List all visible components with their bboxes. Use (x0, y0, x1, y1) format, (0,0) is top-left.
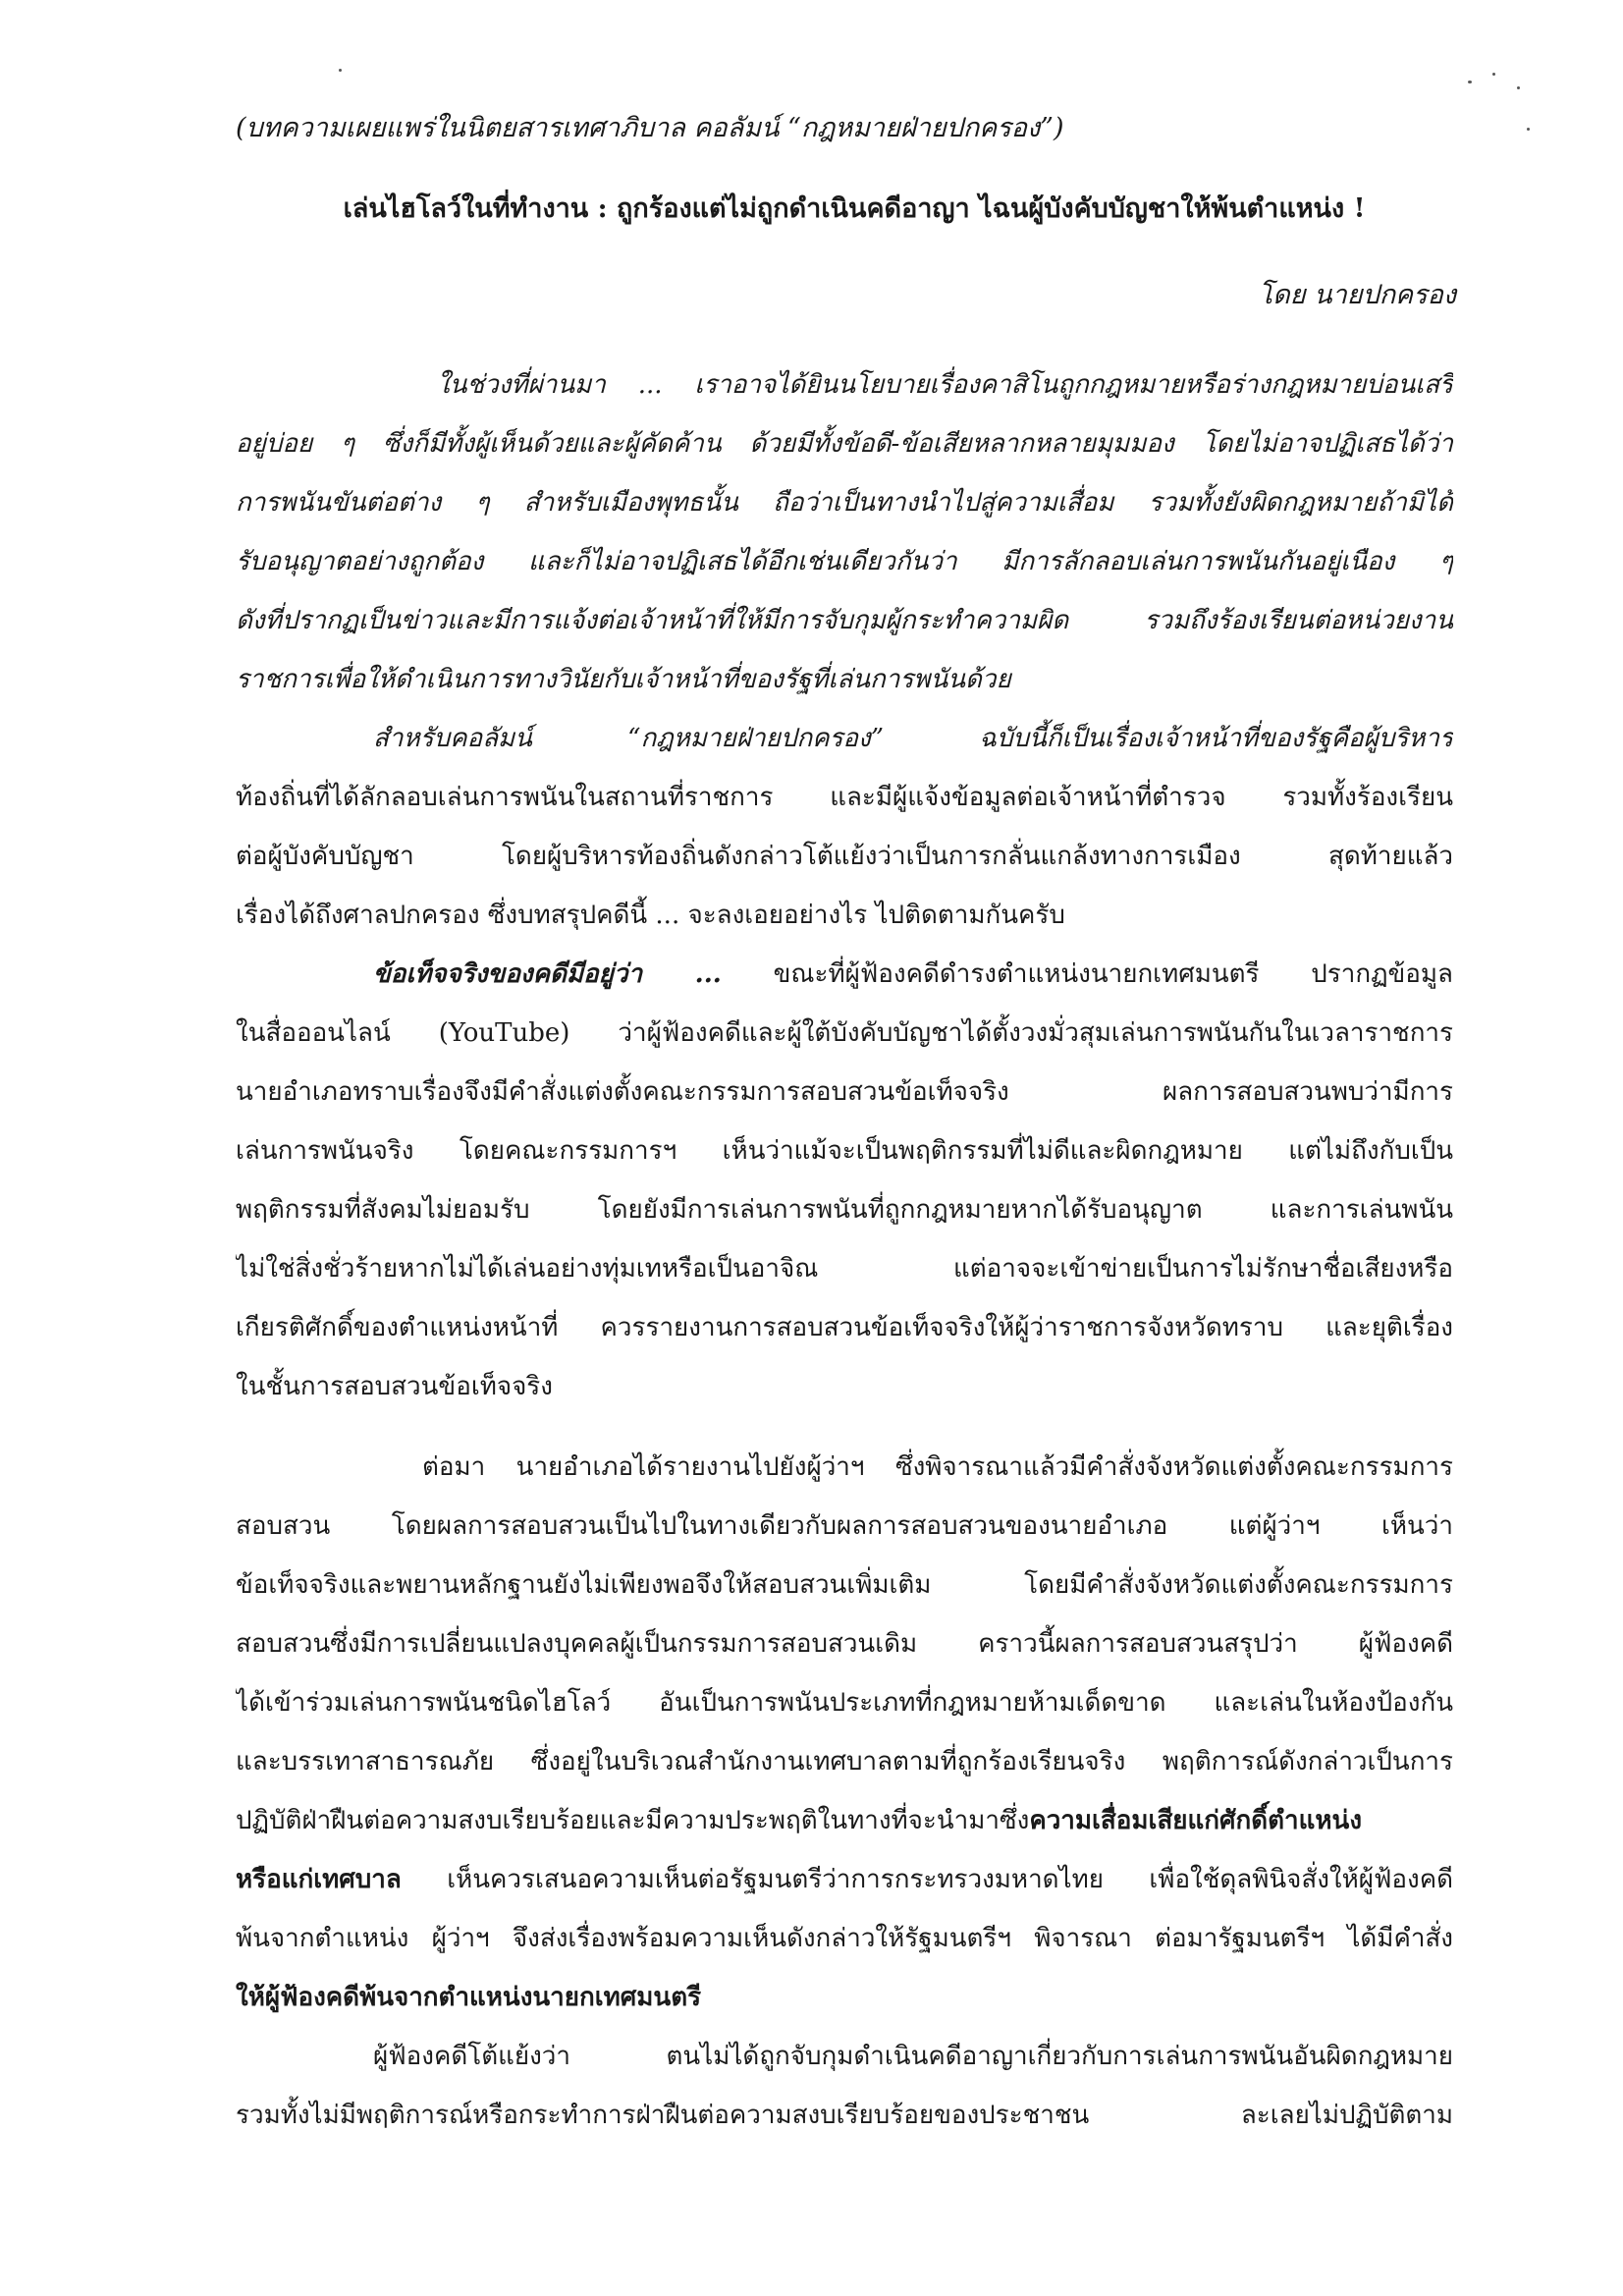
paragraph-plaintiff-argument (236, 2027, 1453, 2145)
emphasis-text: ความเสื่อมเสียแก่ศักดิ์ตำแหน่ง (1029, 1806, 1363, 1835)
author-byline: โดย นายปกครอง (1258, 280, 1456, 310)
text-line: รับอนุญาตอย่างถูกต้อง และก็ไม่อาจปฏิเสธได้อีกเช่นเดียวกันว่า มีการลักลอบเล่นการพนันกันอยู่เนือง ๆ (236, 547, 1453, 576)
text-line (236, 1791, 1453, 1850)
paragraph-gap (236, 1416, 1453, 1438)
text-line: พฤติกรรมที่สังคมไม่ยอมรับ โดยยังมีการเล่นการพนันที่ถูกกฎหมายหากได้รับอนุญาต และการเล่นพนัน (236, 1195, 1453, 1225)
scan-speck (339, 69, 342, 72)
text-line: ในสื่อออนไลน์ (YouTube) ว่าผู้ฟ้องคดีและผู้ใต้บังคับบัญชาได้ตั้งวงมั่วสุมเล่นการพนันกันในเวลาราชการ (236, 1018, 1453, 1048)
scan-speck (1527, 128, 1530, 131)
text-line: ราชการเพื่อให้ดำเนินการทางวินัยกับเจ้าหน้าที่ของรัฐที่เล่นการพนันด้วย (236, 665, 1011, 694)
text-line: การพนันขันต่อต่าง ๆ สำหรับเมืองพุทธนั้น ถือว่าเป็นทางนำไปสู่ความเสื่อม รวมทั้งยังผิดกฎหมายถ้ามิได้ (236, 488, 1453, 518)
text-span: ปฏิบัติฝ่าฝืนต่อความสงบเรียบร้อยและมีความประพฤติในทางที่จะนำมาซึ่ง (236, 1806, 1030, 1835)
text-line: สำหรับคอลัมน์ “กฎหมายฝ่ายปกครอง” ฉบับนี้ก็เป็นเรื่องเจ้าหน้าที่ของรัฐคือผู้บริหาร (373, 724, 1453, 753)
text-line: รวมทั้งไม่มีพฤติการณ์หรือกระทำการฝ่าฝืนต่อความสงบเรียบร้อยของประชาชน ละเลยไม่ปฏิบัติตาม (236, 2101, 1453, 2130)
text-line: ไม่ใช่สิ่งชั่วร้ายหากไม่ได้เล่นอย่างทุ่มเทหรือเป็นอาจิณ แต่อาจจะเข้าข่ายเป็นการไม่รักษาชื่อเสียงหรือ (236, 1254, 1453, 1284)
text-span: ขณะที่ผู้ฟ้องคดีดำรงตำแหน่งนายกเทศมนตรี ปรากฏข้อมูล (721, 959, 1453, 989)
emphasis-text: หรือแก่เทศบาล (236, 1865, 402, 1894)
text-line: ให้ผู้ฟ้องคดีพ้นจากตำแหน่งนายกเทศมนตรี (236, 1983, 702, 2012)
scan-speck (1492, 73, 1495, 76)
text-line: ดังที่ปรากฏเป็นข่าวและมีการแจ้งต่อเจ้าหน้าที่ให้มีการจับกุมผู้กระทำความผิด รวมถึงร้องเรียนต่อหน่วยงาน (236, 606, 1453, 635)
paragraph-investigation (236, 1438, 1453, 2027)
text-line: ข้อเท็จจริงและพยานหลักฐานยังไม่เพียงพอจึงให้สอบสวนเพิ่มเติม โดยมีคำสั่งจังหวัดแต่งตั้งคณะกรรมการ (236, 1570, 1453, 1600)
article-body (236, 355, 1453, 2145)
text-line: ในชั้นการสอบสวนข้อเท็จจริง (236, 1372, 553, 1401)
paragraph-intro (236, 355, 1453, 709)
text-line: ท้องถิ่นที่ได้ลักลอบเล่นการพนันในสถานที่ราชการ และมีผู้แจ้งข้อมูลต่อเจ้าหน้าที่ตำรวจ รวมทั้งร้องเรียน (236, 783, 1453, 812)
text-line: และบรรเทาสาธารณภัย ซึ่งอยู่ในบริเวณสำนักงานเทศบาลตามที่ถูกร้องเรียนจริง พฤติการณ์ดังกล่าวเป็นการ (236, 1747, 1453, 1777)
facts-heading: ข้อเท็จจริงของคดีมีอยู่ว่า ... (373, 959, 722, 989)
text-line: เรื่องได้ถึงศาลปกครอง ซึ่งบทสรุปคดีนี้ ... จะลงเอยอย่างไร ไปติดตามกันครับ (236, 901, 1065, 930)
scan-speck (1468, 81, 1472, 83)
text-line: ในช่วงที่ผ่านมา ... เราอาจได้ยินนโยบายเรื่องคาสิโนถูกกฎหมายหรือร่างกฎหมายบ่อนเสรี (437, 370, 1453, 400)
text-line: เล่นการพนันจริง โดยคณะกรรมการฯ เห็นว่าแม้จะเป็นพฤติกรรมที่ไม่ดีและผิดกฎหมาย แต่ไม่ถึงกับเป็น (236, 1136, 1453, 1166)
text-line: พ้นจากตำแหน่ง ผู้ว่าฯ จึงส่งเรื่องพร้อมความเห็นดังกล่าวให้รัฐมนตรีฯ พิจารณา ต่อมารัฐมนตรีฯ ได้มีคำสั่ง (236, 1924, 1453, 1953)
text-line: นายอำเภอทราบเรื่องจึงมีคำสั่งแต่งตั้งคณะกรรมการสอบสวนข้อเท็จจริง ผลการสอบสวนพบว่ามีการ (236, 1077, 1453, 1107)
text-line: ต่อผู้บังคับบัญชา โดยผู้บริหารท้องถิ่นดังกล่าวโต้แย้งว่าเป็นการกลั่นแกล้งทางการเมือง สุดท้ายแล้ว (236, 842, 1453, 871)
text-line: ได้เข้าร่วมเล่นการพนันชนิดไฮโลว์ อันเป็นการพนันประเภทที่กฎหมายห้ามเด็ดขาด และเล่นในห้องป้องกัน (236, 1688, 1453, 1718)
publication-note: (บทความเผยแพร่ในนิตยสารเทศาภิบาล คอลัมน์ “กฎหมายฝ่ายปกครอง”) (236, 113, 1064, 143)
text-line: ผู้ฟ้องคดีโต้แย้งว่า ตนไม่ได้ถูกจับกุมดำเนินคดีอาญาเกี่ยวกับการเล่นการพนันอันผิดกฎหมาย (373, 2042, 1453, 2071)
text-line: อยู่บ่อย ๆ ซึ่งก็มีทั้งผู้เห็นด้วยและผู้คัดค้าน ด้วยมีทั้งข้อดี-ข้อเสียหลากหลายมุมมอง โดยไม่อาจปฏิเสธได้ว่า (236, 429, 1453, 459)
text-line: เกียรติศักดิ์ของตำแหน่งหน้าที่ ควรรายงานการสอบสวนข้อเท็จจริงให้ผู้ว่าราชการจังหวัดทราบ และยุติเรื่อง (236, 1313, 1453, 1342)
text-line (236, 945, 1453, 1004)
text-line: สอบสวน โดยผลการสอบสวนเป็นไปในทางเดียวกับผลการสอบสวนของนายอำเภอ แต่ผู้ว่าฯ เห็นว่า (236, 1511, 1453, 1541)
paragraph-column-intro (236, 709, 1453, 945)
paragraph-facts (236, 945, 1453, 1416)
text-line (236, 1850, 1453, 1909)
text-line: สอบสวนซึ่งมีการเปลี่ยนแปลงบุคคลผู้เป็นกรรมการสอบสวนเดิม คราวนี้ผลการสอบสวนสรุปว่า ผู้ฟ้องคดี (236, 1629, 1453, 1659)
text-line: ต่อมา นายอำเภอได้รายงานไปยังผู้ว่าฯ ซึ่งพิจารณาแล้วมีคำสั่งจังหวัดแต่งตั้งคณะกรรมการ (422, 1452, 1453, 1482)
text-span: เห็นควรเสนอความเห็นต่อรัฐมนตรีว่าการกระทรวงมหาดไทย เพื่อใช้ดุลพินิจสั่งให้ผู้ฟ้องคดี (401, 1865, 1453, 1894)
article-title: เล่นไฮโลว์ในที่ทำงาน : ถูกร้องแต่ไม่ถูกดำเนินคดีอาญา ไฉนผู้บังคับบัญชาให้พ้นตำแหน่ง ! (343, 193, 1366, 224)
scan-speck (1517, 86, 1520, 89)
